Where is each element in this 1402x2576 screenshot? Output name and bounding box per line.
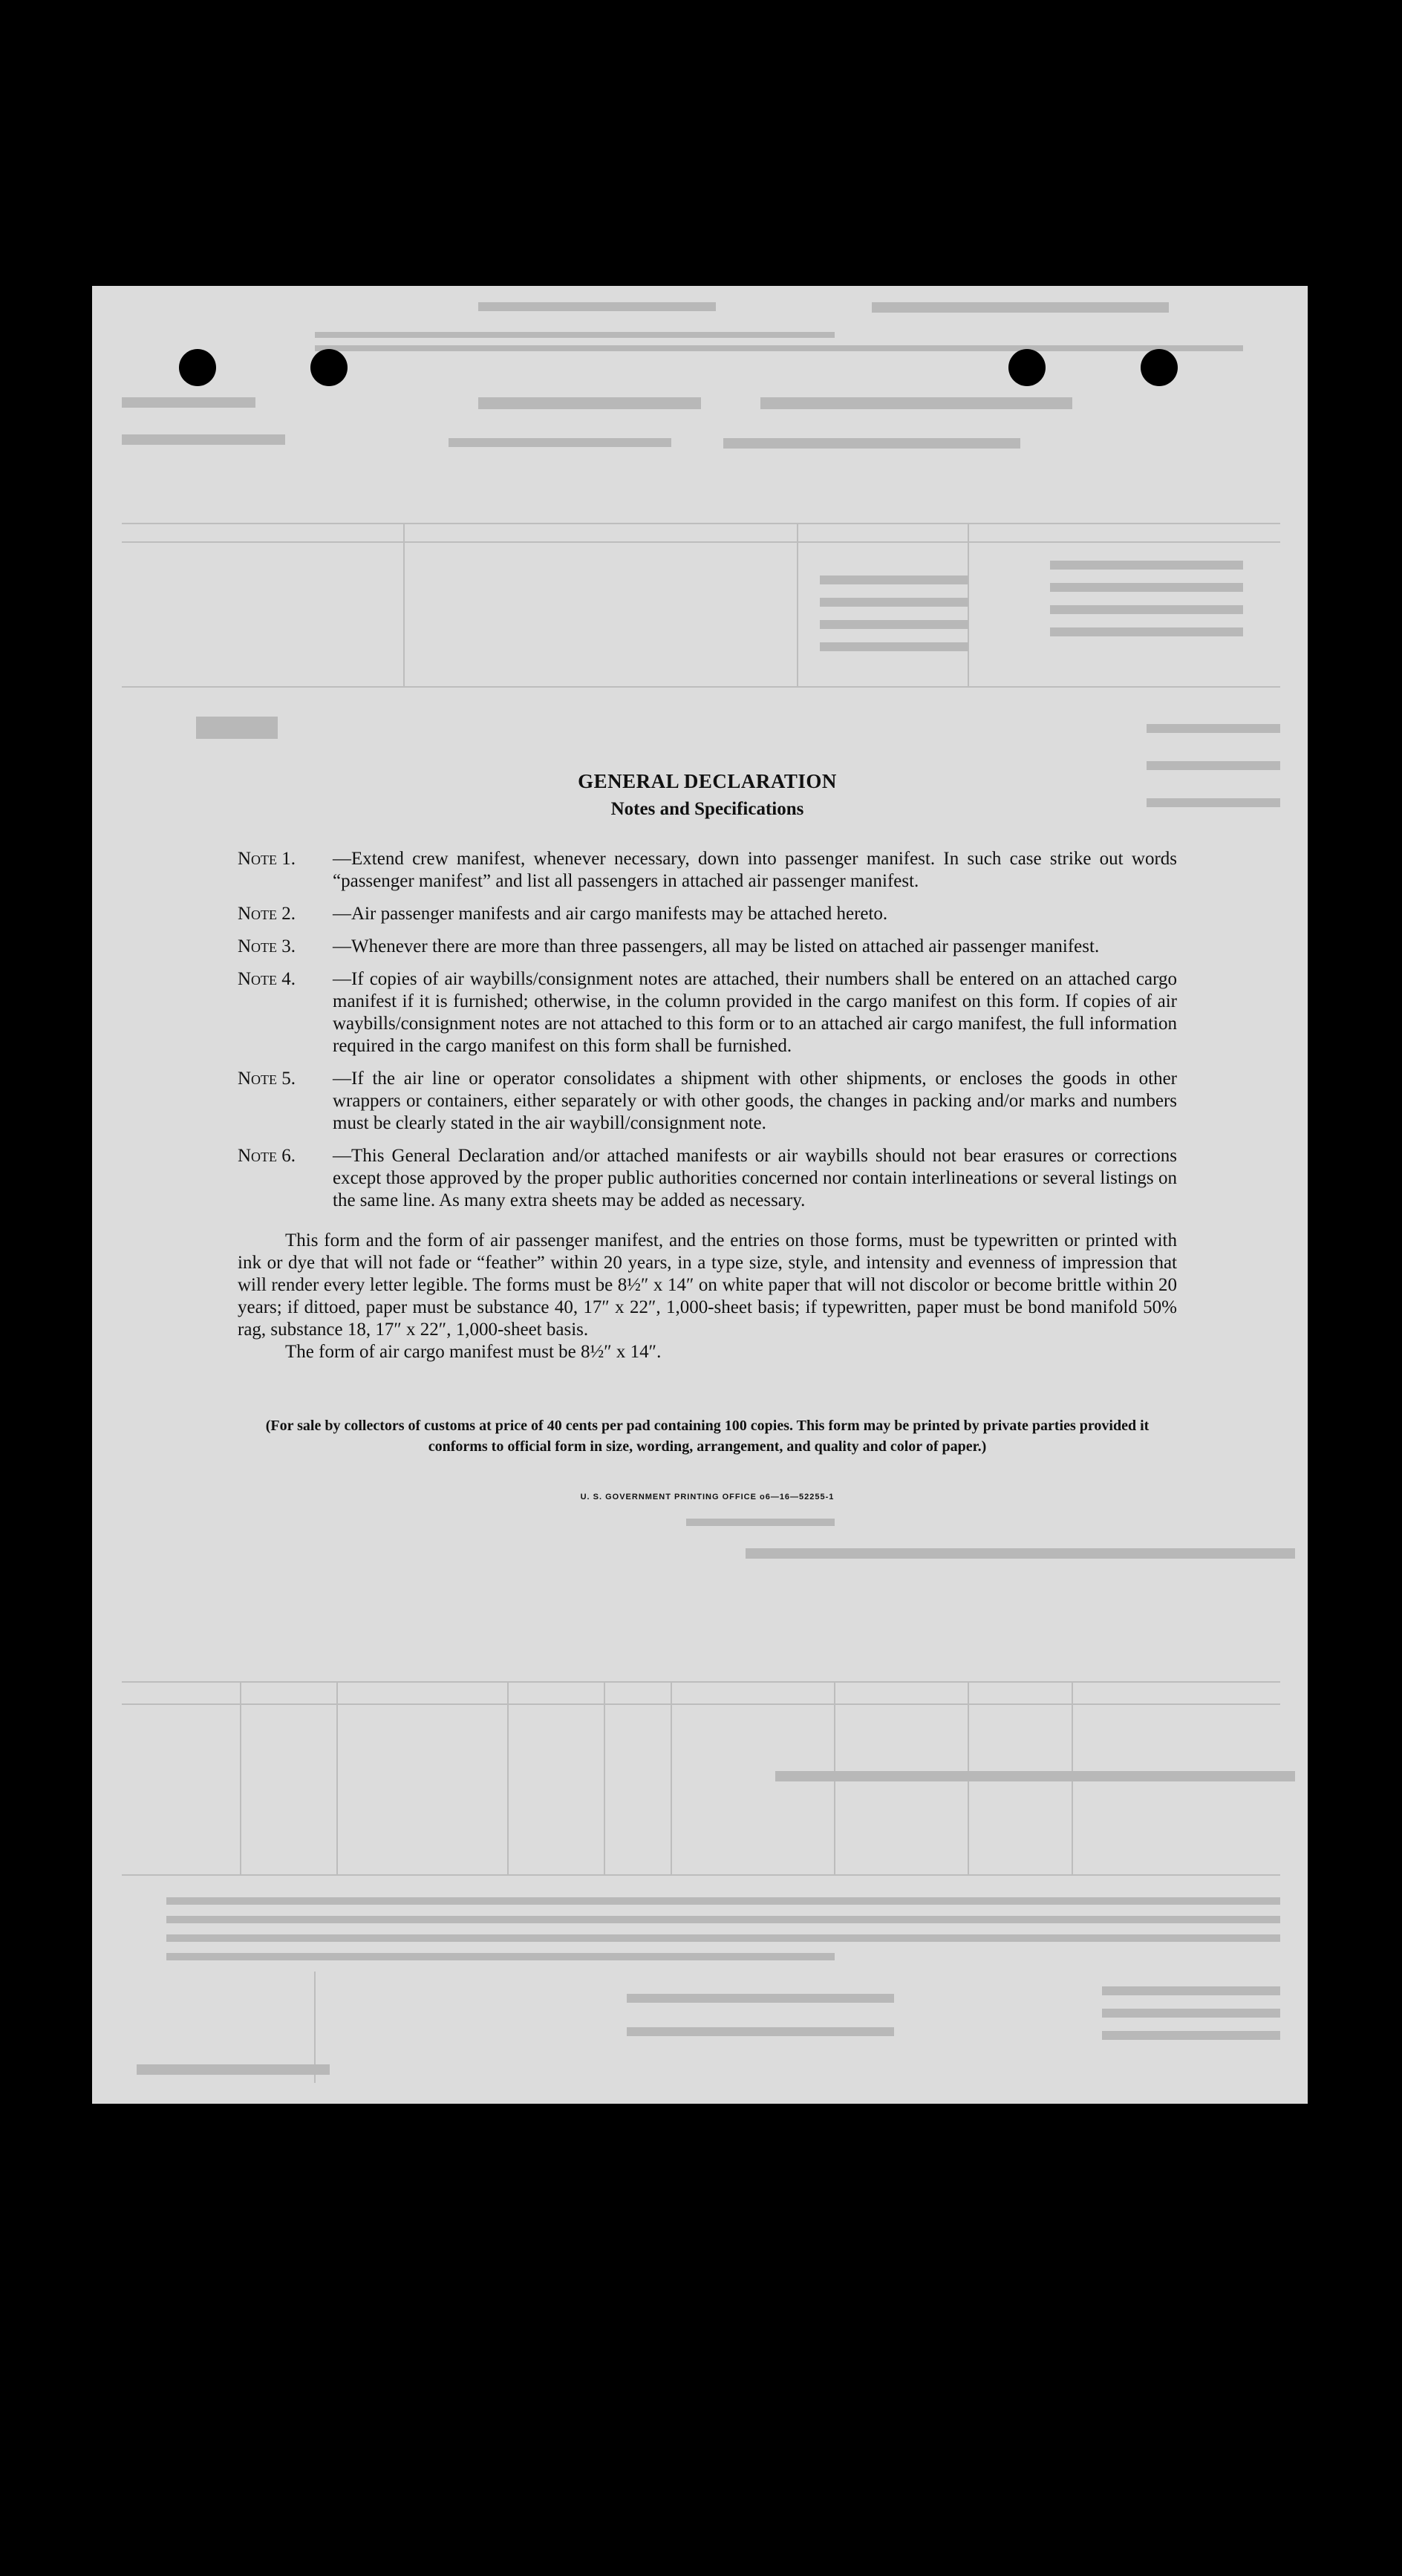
cargo-manifest-size: The form of air cargo manifest must be 8½″ x 14″.: [285, 1342, 662, 1362]
note-3: [238, 936, 1177, 958]
document-page: [92, 286, 1308, 2104]
note-text: —Air passenger manifests and air cargo manifests may be attached hereto.: [333, 904, 888, 924]
binder-hole: [310, 349, 348, 386]
note-text: —If copies of air waybills/consignment notes are attached, their numbers shall be entered on an attached cargo manifest if it is furnished; otherwise, in the column provided in the cargo manifest on this form. If copies of air waybills/consignment notes are not attached to this form or to an attached air cargo manifest, the full information required in the cargo manifest on this form shall be furnished.: [333, 969, 1177, 1056]
printing-office-imprint: U. S. GOVERNMENT PRINTING OFFICE o6—16—52255-1: [580, 1493, 835, 1501]
note-text: —If the air line or operator consolidates a shipment with other shipments, or encloses the goods in other wrappers or containers, either separately or with other goods, the changes in packing and/or marks and numbers must be clearly stated in the air waybill/consignment note.: [333, 1069, 1177, 1133]
note-text: —Extend crew manifest, whenever necessary, down into passenger manifest. In such case strike out words “passenger manifest” and list all passengers in attached air passenger manifest.: [333, 849, 1177, 891]
declaration-notes: [238, 770, 1177, 1501]
note-6: [238, 1145, 1177, 1212]
binder-hole: [1141, 349, 1178, 386]
note-text: —Whenever there are more than three passengers, all may be listed on attached air passenger manifest.: [333, 936, 1100, 956]
note-label: Note 2.: [238, 904, 296, 924]
sale-notice: (For sale by collectors of customs at price of 40 cents per pad containing 100 copies. This form may be printed by private parties provided it conforms to official form in size, wording, arrangement, and quality and color of paper.): [265, 1418, 1150, 1455]
binder-hole: [179, 349, 216, 386]
note-label: Note 4.: [238, 969, 296, 989]
binder-hole: [1008, 349, 1046, 386]
note-label: Note 3.: [238, 936, 296, 956]
note-label: Note 1.: [238, 849, 296, 869]
note-text: —This General Declaration and/or attached manifests or air waybills should not bear erasures or corrections except those approved by the proper public authorities concerned nor contain interlineations or several listings on the same line. As many extra sheets may be added as necessary.: [333, 1146, 1177, 1210]
specification-paragraph: This form and the form of air passenger manifest, and the entries on those forms, must be typewritten or printed with ink or dye that will not fade or “feather” within 20 years, in a type size, style, and intensity and evenness of impression that will render every letter legible. The forms must be 8½″ x 14″ on white paper that will not discolor or become brittle within 20 years; if dittoed, paper must be substance 40, 17″ x 22″, 1,000-sheet basis; if typewritten, paper must be bond manifold 50% rag, substance 18, 17″ x 22″, 1,000-sheet basis.: [238, 1230, 1177, 1340]
document-subtitle: Notes and Specifications: [610, 799, 804, 819]
note-5: [238, 1068, 1177, 1135]
document-title: GENERAL DECLARATION: [578, 770, 837, 792]
note-label: Note 5.: [238, 1069, 296, 1089]
note-1: [238, 848, 1177, 893]
note-label: Note 6.: [238, 1146, 296, 1166]
note-2: [238, 903, 1177, 925]
note-4: [238, 968, 1177, 1057]
